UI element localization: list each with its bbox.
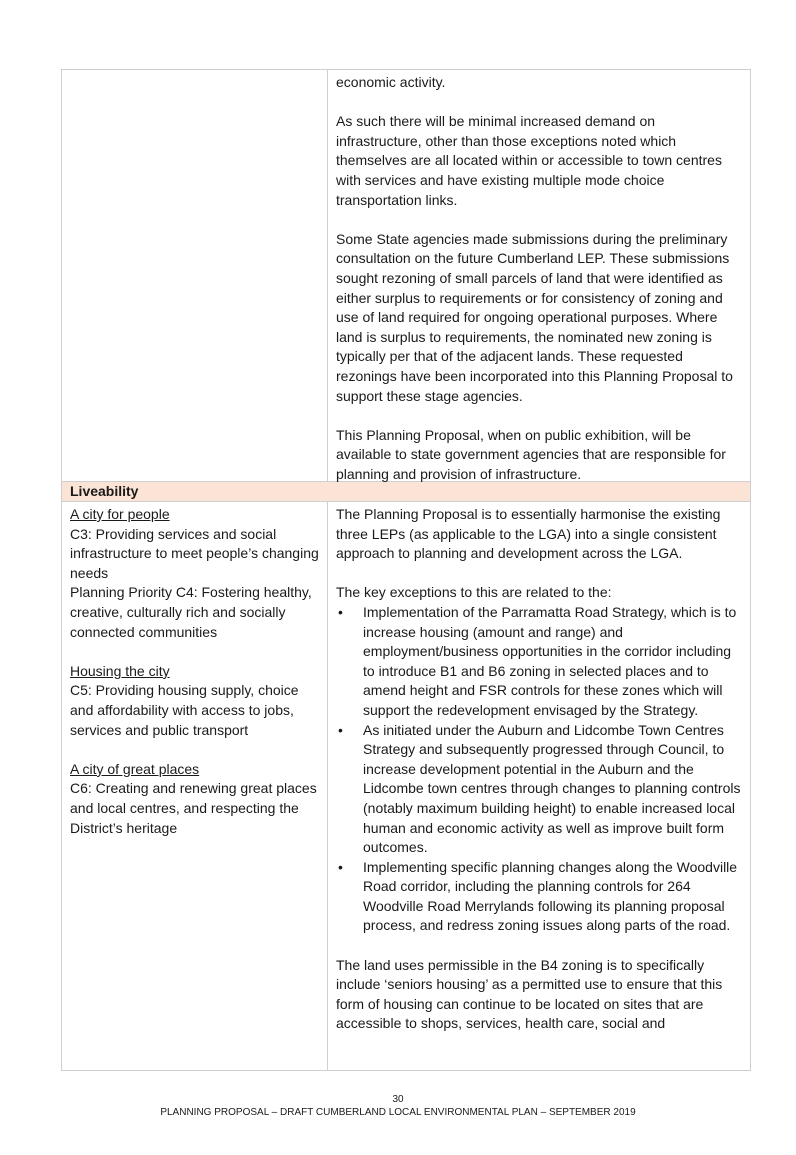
paragraph-key-exceptions: The key exceptions to this are related to the: [336, 584, 612, 601]
section-heading-row [62, 482, 750, 502]
paragraph-b4-zoning: The land uses permissible in the B4 zoning is to specifically include ‘seniors housing’ as a permitted use to ensure that this form of housing can continue to be located on sites that are accessible to shops, services, health care, social and [336, 956, 723, 1032]
table-row-infrastructure [62, 70, 750, 482]
priority-heading-city-of-great-places: A city of great places [70, 760, 200, 777]
page-number: 30 [392, 1094, 404, 1105]
planning-table [61, 69, 751, 1071]
priority-c3: C3: Providing services and social infrastructure to meet people’s changing needs [70, 525, 319, 581]
priority-c4: Planning Priority C4: Fostering healthy, creative, culturally rich and socially connected communities [70, 584, 312, 640]
right-cell-infrastructure [328, 70, 750, 481]
table-row-liveability [62, 502, 750, 1070]
left-cell-empty [62, 70, 328, 481]
list-item: • Implementation of the Parramatta Road Strategy, which is to increase housing (amount and range) and employment/business opportunities in the corridor including to introduce B1 and B6 zoning in selected places and to amend height and FSR controls for these zones which will support the redevelopment envisaged by the Strategy. [336, 603, 744, 721]
right-cell-liveability [328, 502, 750, 1070]
paragraph-infrastructure-demand: As such there will be minimal increased demand on infrastructure, other than those exceptions noted which themselves are all located within or accessible to town centres with services and have existing multiple mode choice transportation links. [336, 113, 722, 208]
priority-heading-city-for-people: A city for people [70, 506, 170, 522]
section-heading-liveability: Liveability [70, 483, 139, 499]
list-item: • Implementing specific planning changes along the Woodville Road corridor, including the planning controls for 264 Woodville Road Merrylands following its planning proposal process, and redress zoning issues along parts of the road. [336, 858, 744, 936]
list-item: • As initiated under the Auburn and Lidcombe Town Centres Strategy and subsequently progressed through Council, to increase development potential in the Auburn and the Lidcombe town centres through changes to planning controls (notably maximum building height) to enable increased local human and economic activity as well as improve built form outcomes. [336, 721, 744, 858]
left-cell-priorities [62, 502, 328, 1070]
paragraph-public-exhibition: This Planning Proposal, when on public exhibition, will be available to state government agencies that are responsible for planning and provision of infrastructure. [336, 426, 726, 482]
exceptions-list [336, 603, 744, 936]
paragraph-state-agency-submissions: Some State agencies made submissions during the preliminary consultation on the future Cumberland LEP. These submissions sought rezoning of small parcels of land that were identified as either surplus to requirements or for consistency of zoning and use of land required for ongoing operational purposes. Where land is surplus to requirements, the nominated new zoning is typically per that of the adjacent lands. These requested rezonings have been incorporated into this Planning Proposal to support these stage agencies. [336, 230, 733, 404]
priority-c5: C5: Providing housing supply, choice and affordability with access to jobs, services and public transport [70, 682, 299, 738]
priority-c6: C6: Creating and renewing great places and local centres, and respecting the District’s heritage [70, 780, 317, 836]
priority-heading-housing-the-city: Housing the city [70, 662, 170, 679]
footer-title: PLANNING PROPOSAL – DRAFT CUMBERLAND LOCAL ENVIRONMENTAL PLAN – SEPTEMBER 2019 [160, 1107, 636, 1118]
paragraph-economic-activity: economic activity. [336, 74, 446, 90]
paragraph-harmonise: The Planning Proposal is to essentially harmonise the existing three LEPs (as applicable to the LGA) into a single consistent approach to planning and development across the LGA. [336, 506, 721, 562]
